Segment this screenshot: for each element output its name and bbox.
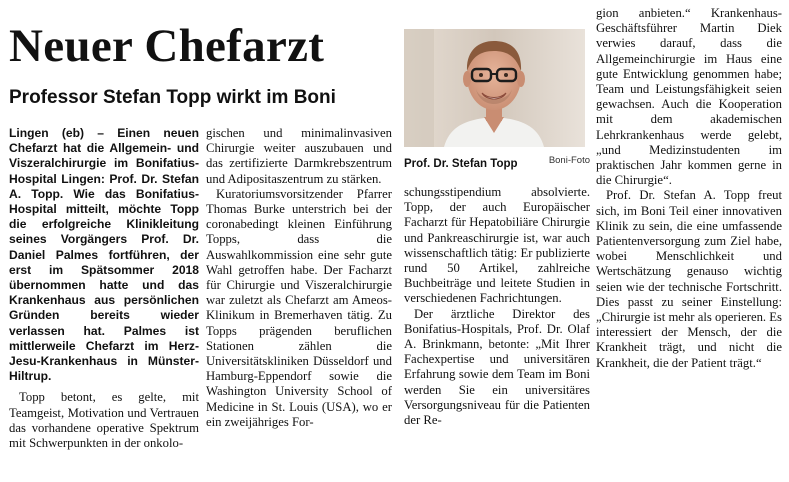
body-paragraph: Kuratoriumsvorsitzender Pfarrer Thomas Burke unterstrich bei der coronabedingt kleinen Einführung Topps, dass die Auswahlkommission eine sehr gute Wahl getroffen habe. Der Facharzt für Chirurgie und Viszeralchirurgie war zuletzt als Chefarzt am Ameos-Klinikum in Bremerhaven tätig. Zu Topps prägenden beruflichen Stationen zählen die Universitätskliniken Düsseldorf und Hamburg-Eppendorf sowie die Washington University School of Medicine in St. Louis (USA), wo er ein zweijähriges For- — [206, 186, 392, 429]
headline: Neuer Chefarzt — [9, 20, 325, 72]
column-3 — [404, 185, 590, 482]
lead-paragraph: Lingen (eb) – Einen neuen Chefarzt hat die Allgemein- und Viszeralchirurgie im Bonifatius-Hospital Lingen: Prof. Dr. Stefan A. Topp. Wie das Bonifatius-Hospital mitteilt, möchte Topp die erfolgreiche Klinikleitung seines Vorgängers Prof. Dr. Daniel Palmes fortführen, der erst im Spätsommer 2018 übernommen hatte und das Krankenhaus aus persönlichen Gründen bereits wieder verlassen hat. Palmes ist mittlerweile Chefarzt im Herz-Jesu-Krankenhaus in Münster-Hiltrup. — [9, 126, 199, 384]
body-paragraph: gischen und minimalinvasiven Chirurgie weiter auszubauen und das zertifizierte Darmkrebszentrum und Adipositaszentrum zu stärken. — [206, 126, 392, 186]
body-paragraph: Der ärztliche Direktor des Bonifatius-Hospitals, Prof. Dr. Olaf A. Brinkmann, betonte: „Mit Ihrer Fachexpertise und universitären Erfahrung sowie dem Team im Boni werden Sie ein universitäres Versorgungsniveau für die Patienten der Re- — [404, 306, 590, 428]
photo-caption — [404, 154, 590, 172]
body-paragraph: schungsstipendium absolvierte. Topp, der auch Europäischer Facharzt für Hepatobiliäre Chirurgie und Pankreaschirurgie ist, war auch wissenschaftlich tätig: Er publizierte rund 50 Artikel, zahlreiche Buchbeiträge und leitete Studien in verschiedenen Fachrichtungen. — [404, 185, 590, 306]
body-paragraph: gion anbieten.“ Krankenhaus-Geschäftsführer Martin Diek verwies darauf, dass die Allgemeinchirurgie im Haus eine gute Entwicklung genommen habe; Team und Leistungsfähigkeit seien gewachsen. Auch die Kooperation mit dem akademischen Lehrkrankenhaus werde gelebt, „und Medizinstudenten im praktischen Jahr kommen gerne in die Chirurgie“. — [596, 6, 782, 188]
photo-credit: Boni-Foto — [548, 155, 590, 166]
column-2 — [206, 126, 392, 482]
portrait-illustration — [404, 29, 585, 147]
body-paragraph: Prof. Dr. Stefan A. Topp freut sich, im Boni Teil einer innovativen Klinik zu sein, die eine umfassende Patientenversorgung zum Ziel habe, wobei Menschlichkeit und Wertschätzung genauso wichtig seien wie der technische Fortschritt. Dies passt zu seiner Einstellung: „Chirurgie ist mehr als operieren. Es interessiert der Mensch, der die Krankheit trägt, und nicht die Krankheit, die der Patient trägt.“ — [596, 188, 782, 370]
portrait-photo — [404, 29, 585, 147]
column-4 — [596, 6, 782, 482]
subheadline: Professor Stefan Topp wirkt im Boni — [9, 87, 336, 108]
column-1 — [9, 126, 199, 482]
caption-name: Prof. Dr. Stefan Topp — [404, 158, 518, 170]
body-paragraph: Topp betont, es gelte, mit Teamgeist, Motivation und Vertrauen das vorhandene operative Spektrum mit Schwerpunkten in der onkolo- — [9, 390, 199, 451]
